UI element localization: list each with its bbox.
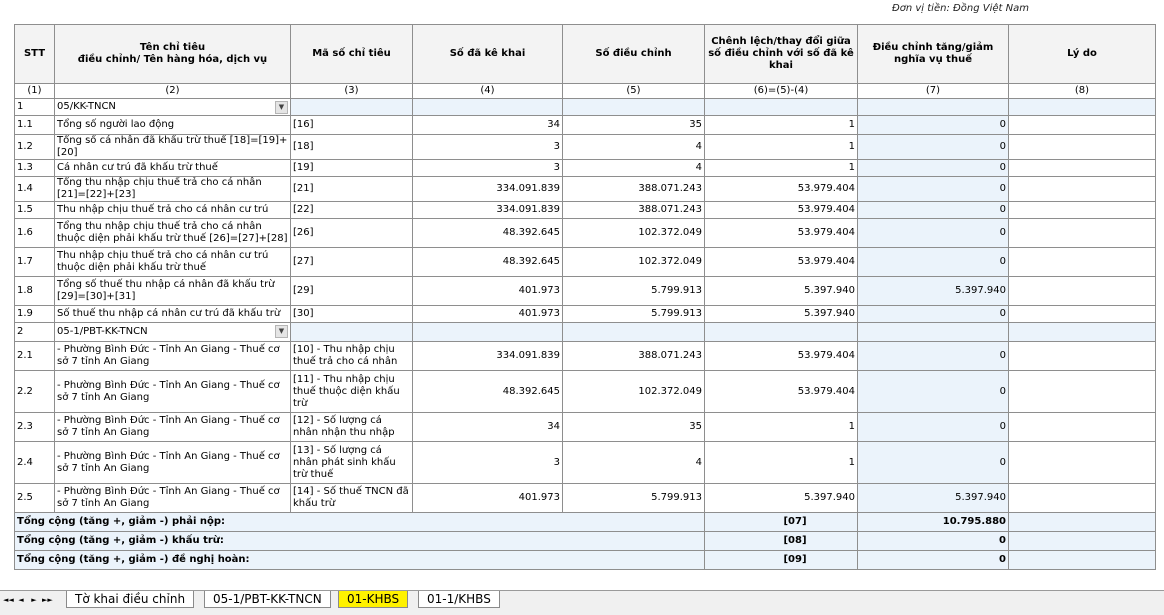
row-adjusted-amount[interactable]: 4 bbox=[563, 135, 705, 160]
section-empty-cell bbox=[563, 99, 705, 116]
column-index: (3) bbox=[291, 84, 413, 99]
total-label: Tổng cộng (tăng +, giảm -) đề nghị hoàn: bbox=[15, 551, 705, 570]
row-reason-input[interactable] bbox=[1009, 248, 1156, 277]
row-obligation-change: 0 bbox=[858, 248, 1009, 277]
total-row bbox=[15, 513, 1156, 532]
row-obligation-change: 0 bbox=[858, 442, 1009, 484]
row-declared-amount[interactable]: 401.973 bbox=[413, 277, 563, 306]
column-index: (4) bbox=[413, 84, 563, 99]
row-stt: 2.3 bbox=[15, 413, 55, 442]
row-reason-input[interactable] bbox=[1009, 116, 1156, 135]
dropdown-arrow-icon[interactable]: ▼ bbox=[275, 325, 288, 338]
row-stt: 1.2 bbox=[15, 135, 55, 160]
col-header-adjusted: Số điều chỉnh bbox=[563, 25, 705, 84]
row-difference: 53.979.404 bbox=[705, 177, 858, 202]
row-obligation-change: 5.397.940 bbox=[858, 277, 1009, 306]
adjustment-table bbox=[14, 24, 1156, 570]
row-stt: 2.2 bbox=[15, 371, 55, 413]
section-row bbox=[15, 323, 1156, 342]
sheet-tab[interactable]: Tờ khai điều chỉnh bbox=[66, 591, 194, 608]
section-empty-cell bbox=[858, 99, 1009, 116]
table-row bbox=[15, 177, 1156, 202]
section-empty-cell bbox=[291, 99, 413, 116]
row-indicator-code: [10] - Thu nhập chịu thuế trả cho cá nhân bbox=[291, 342, 413, 371]
last-sheet-icon[interactable]: ►► bbox=[42, 596, 53, 604]
row-difference: 53.979.404 bbox=[705, 248, 858, 277]
prev-sheet-icon[interactable]: ◄ bbox=[18, 596, 24, 604]
table-row bbox=[15, 306, 1156, 323]
row-difference: 53.979.404 bbox=[705, 342, 858, 371]
row-indicator-name: Cá nhân cư trú đã khấu trừ thuế bbox=[55, 160, 291, 177]
table-row bbox=[15, 202, 1156, 219]
row-declared-amount[interactable]: 34 bbox=[413, 413, 563, 442]
row-declared-amount[interactable]: 334.091.839 bbox=[413, 342, 563, 371]
col-header-difference: Chênh lệch/thay đổi giữa số điều chỉnh với số đã kê khai bbox=[705, 25, 858, 84]
row-adjusted-amount[interactable]: 102.372.049 bbox=[563, 371, 705, 413]
section-empty-cell bbox=[563, 323, 705, 342]
table-row bbox=[15, 413, 1156, 442]
row-stt: 2.4 bbox=[15, 442, 55, 484]
row-reason-input[interactable] bbox=[1009, 160, 1156, 177]
row-obligation-change: 0 bbox=[858, 177, 1009, 202]
row-difference: 1 bbox=[705, 413, 858, 442]
row-declared-amount[interactable]: 401.973 bbox=[413, 306, 563, 323]
row-obligation-change: 5.397.940 bbox=[858, 484, 1009, 513]
column-index: (8) bbox=[1009, 84, 1156, 99]
row-stt: 1.7 bbox=[15, 248, 55, 277]
row-adjusted-amount[interactable]: 35 bbox=[563, 116, 705, 135]
row-declared-amount[interactable]: 401.973 bbox=[413, 484, 563, 513]
row-declared-amount[interactable]: 48.392.645 bbox=[413, 219, 563, 248]
row-indicator-name: Thu nhập chịu thuế trả cho cá nhân cư trú bbox=[55, 202, 291, 219]
row-declared-amount[interactable]: 34 bbox=[413, 116, 563, 135]
col-header-reason: Lý do bbox=[1009, 25, 1156, 84]
row-declared-amount[interactable]: 3 bbox=[413, 160, 563, 177]
row-reason-input[interactable] bbox=[1009, 371, 1156, 413]
row-declared-amount[interactable]: 48.392.645 bbox=[413, 248, 563, 277]
row-reason-input[interactable] bbox=[1009, 484, 1156, 513]
row-indicator-name: Tổng số cá nhân đã khấu trừ thuế [18]=[19]+[20] bbox=[55, 135, 291, 160]
row-indicator-name: Thu nhập chịu thuế trả cho cá nhân cư trú thuộc diện phải khấu trừ thuế bbox=[55, 248, 291, 277]
row-difference: 5.397.940 bbox=[705, 277, 858, 306]
row-adjusted-amount[interactable]: 5.799.913 bbox=[563, 306, 705, 323]
row-indicator-name: - Phường Bình Đức - Tỉnh An Giang - Thuế cơ sở 7 tỉnh An Giang bbox=[55, 413, 291, 442]
section-empty-cell bbox=[291, 323, 413, 342]
row-indicator-name: Số thuế thu nhập cá nhân cư trú đã khấu trừ bbox=[55, 306, 291, 323]
col-header-stt: STT bbox=[15, 25, 55, 84]
col-header-code: Mã số chỉ tiêu bbox=[291, 25, 413, 84]
row-indicator-name: - Phường Bình Đức - Tỉnh An Giang - Thuế cơ sở 7 tỉnh An Giang bbox=[55, 342, 291, 371]
row-stt: 1.3 bbox=[15, 160, 55, 177]
row-stt: 1.1 bbox=[15, 116, 55, 135]
row-adjusted-amount[interactable]: 388.071.243 bbox=[563, 202, 705, 219]
col-header-declared: Số đã kê khai bbox=[413, 25, 563, 84]
table-row bbox=[15, 248, 1156, 277]
row-obligation-change: 0 bbox=[858, 306, 1009, 323]
row-indicator-code: [27] bbox=[291, 248, 413, 277]
dropdown-arrow-icon[interactable]: ▼ bbox=[275, 101, 288, 114]
table-row bbox=[15, 219, 1156, 248]
col-header-obligation-change: Điều chỉnh tăng/giảm nghĩa vụ thuế bbox=[858, 25, 1009, 84]
total-label: Tổng cộng (tăng +, giảm -) phải nộp: bbox=[15, 513, 705, 532]
row-indicator-name: Tổng số thuế thu nhập cá nhân đã khấu trừ [29]=[30]+[31] bbox=[55, 277, 291, 306]
form-type-select[interactable] bbox=[55, 99, 291, 116]
header-row bbox=[15, 25, 1156, 84]
row-obligation-change: 0 bbox=[858, 135, 1009, 160]
section-empty-cell bbox=[705, 99, 858, 116]
row-adjusted-amount[interactable]: 102.372.049 bbox=[563, 219, 705, 248]
row-stt: 1.8 bbox=[15, 277, 55, 306]
row-reason-input[interactable] bbox=[1009, 306, 1156, 323]
row-indicator-name: Tổng thu nhập chịu thuế trả cho cá nhân thuộc diện phải khấu trừ thuế [26]=[27]+[28] bbox=[55, 219, 291, 248]
row-stt: 1.9 bbox=[15, 306, 55, 323]
row-indicator-code: [19] bbox=[291, 160, 413, 177]
row-adjusted-amount[interactable]: 35 bbox=[563, 413, 705, 442]
col-header-name: Tên chỉ tiêu điều chỉnh/ Tên hàng hóa, dịch vụ bbox=[55, 25, 291, 84]
table-body bbox=[15, 84, 1156, 570]
row-reason-input[interactable] bbox=[1009, 219, 1156, 248]
row-reason-input[interactable] bbox=[1009, 177, 1156, 202]
section-empty-cell bbox=[413, 99, 563, 116]
total-code: [07] bbox=[705, 513, 858, 532]
column-index: (2) bbox=[55, 84, 291, 99]
row-declared-amount[interactable]: 3 bbox=[413, 442, 563, 484]
total-empty-cell bbox=[1009, 532, 1156, 551]
table-row bbox=[15, 116, 1156, 135]
row-obligation-change: 0 bbox=[858, 116, 1009, 135]
total-code: [09] bbox=[705, 551, 858, 570]
row-difference: 53.979.404 bbox=[705, 202, 858, 219]
row-difference: 53.979.404 bbox=[705, 371, 858, 413]
row-indicator-code: [26] bbox=[291, 219, 413, 248]
total-value: 0 bbox=[858, 551, 1009, 570]
total-row bbox=[15, 532, 1156, 551]
row-adjusted-amount[interactable]: 388.071.243 bbox=[563, 342, 705, 371]
total-empty-cell bbox=[1009, 513, 1156, 532]
sheet-tab[interactable]: 01-KHBS bbox=[338, 591, 408, 608]
row-stt: 1.4 bbox=[15, 177, 55, 202]
table-row bbox=[15, 135, 1156, 160]
form-type-value: 05-1/PBT-KK-TNCN bbox=[57, 326, 148, 337]
table-row bbox=[15, 371, 1156, 413]
row-reason-input[interactable] bbox=[1009, 202, 1156, 219]
next-sheet-icon[interactable]: ► bbox=[31, 596, 37, 604]
row-indicator-name: - Phường Bình Đức - Tỉnh An Giang - Thuế cơ sở 7 tỉnh An Giang bbox=[55, 371, 291, 413]
row-indicator-name: Tổng số người lao động bbox=[55, 116, 291, 135]
sheet-tab[interactable]: 01-1/KHBS bbox=[418, 591, 500, 608]
row-indicator-code: [21] bbox=[291, 177, 413, 202]
row-adjusted-amount[interactable]: 388.071.243 bbox=[563, 177, 705, 202]
row-reason-input[interactable] bbox=[1009, 135, 1156, 160]
row-declared-amount[interactable]: 48.392.645 bbox=[413, 371, 563, 413]
column-index: (6)=(5)-(4) bbox=[705, 84, 858, 99]
row-indicator-name: - Phường Bình Đức - Tỉnh An Giang - Thuế cơ sở 7 tỉnh An Giang bbox=[55, 484, 291, 513]
row-difference: 53.979.404 bbox=[705, 219, 858, 248]
row-adjusted-amount[interactable]: 5.799.913 bbox=[563, 277, 705, 306]
row-adjusted-amount[interactable]: 5.799.913 bbox=[563, 484, 705, 513]
row-indicator-code: [13] - Số lượng cá nhân phát sinh khấu trừ thuế bbox=[291, 442, 413, 484]
row-adjusted-amount[interactable]: 102.372.049 bbox=[563, 248, 705, 277]
row-obligation-change: 0 bbox=[858, 202, 1009, 219]
row-difference: 1 bbox=[705, 116, 858, 135]
row-reason-input[interactable] bbox=[1009, 413, 1156, 442]
row-indicator-code: [18] bbox=[291, 135, 413, 160]
section-empty-cell bbox=[1009, 323, 1156, 342]
row-obligation-change: 0 bbox=[858, 160, 1009, 177]
row-difference: 5.397.940 bbox=[705, 484, 858, 513]
row-declared-amount[interactable]: 3 bbox=[413, 135, 563, 160]
total-value: 10.795.880 bbox=[858, 513, 1009, 532]
row-indicator-code: [12] - Số lượng cá nhân nhận thu nhập bbox=[291, 413, 413, 442]
row-adjusted-amount[interactable]: 4 bbox=[563, 442, 705, 484]
row-difference: 1 bbox=[705, 160, 858, 177]
table-row bbox=[15, 484, 1156, 513]
total-code: [08] bbox=[705, 532, 858, 551]
table-row bbox=[15, 277, 1156, 306]
row-obligation-change: 0 bbox=[858, 342, 1009, 371]
sheet-tab-bar bbox=[0, 590, 1164, 615]
row-reason-input[interactable] bbox=[1009, 342, 1156, 371]
row-stt: 1.5 bbox=[15, 202, 55, 219]
table-row bbox=[15, 442, 1156, 484]
total-row bbox=[15, 551, 1156, 570]
column-index: (1) bbox=[15, 84, 55, 99]
section-empty-cell bbox=[705, 323, 858, 342]
row-indicator-code: [16] bbox=[291, 116, 413, 135]
row-stt: 1.6 bbox=[15, 219, 55, 248]
row-stt: 2.5 bbox=[15, 484, 55, 513]
form-type-select[interactable] bbox=[55, 323, 291, 342]
section-row bbox=[15, 99, 1156, 116]
form-type-value: 05/KK-TNCN bbox=[57, 101, 116, 112]
row-difference: 5.397.940 bbox=[705, 306, 858, 323]
row-indicator-code: [14] - Số thuế TNCN đã khấu trừ bbox=[291, 484, 413, 513]
section-empty-cell bbox=[1009, 99, 1156, 116]
row-obligation-change: 0 bbox=[858, 413, 1009, 442]
row-obligation-change: 0 bbox=[858, 219, 1009, 248]
row-stt: 2.1 bbox=[15, 342, 55, 371]
row-difference: 1 bbox=[705, 442, 858, 484]
row-indicator-code: [29] bbox=[291, 277, 413, 306]
row-indicator-code: [30] bbox=[291, 306, 413, 323]
column-index: (7) bbox=[858, 84, 1009, 99]
sheet-tab[interactable]: 05-1/PBT-KK-TNCN bbox=[204, 591, 331, 608]
row-indicator-name: Tổng thu nhập chịu thuế trả cho cá nhân [21]=[22]+[23] bbox=[55, 177, 291, 202]
row-adjusted-amount[interactable]: 4 bbox=[563, 160, 705, 177]
row-indicator-code: [11] - Thu nhập chịu thuế thuộc diện khấu trừ bbox=[291, 371, 413, 413]
table-row bbox=[15, 342, 1156, 371]
section-empty-cell bbox=[858, 323, 1009, 342]
column-index: (5) bbox=[563, 84, 705, 99]
row-reason-input[interactable] bbox=[1009, 442, 1156, 484]
first-sheet-icon[interactable]: ◄◄ bbox=[3, 596, 14, 604]
table-row bbox=[15, 160, 1156, 177]
section-empty-cell bbox=[413, 323, 563, 342]
column-index-row bbox=[15, 84, 1156, 99]
row-obligation-change: 0 bbox=[858, 371, 1009, 413]
total-empty-cell bbox=[1009, 551, 1156, 570]
row-indicator-code: [22] bbox=[291, 202, 413, 219]
row-declared-amount[interactable]: 334.091.839 bbox=[413, 177, 563, 202]
section-stt: 1 bbox=[15, 99, 55, 116]
total-value: 0 bbox=[858, 532, 1009, 551]
currency-unit-note: Đơn vị tiền: Đồng Việt Nam bbox=[892, 3, 1029, 14]
row-difference: 1 bbox=[705, 135, 858, 160]
row-reason-input[interactable] bbox=[1009, 277, 1156, 306]
row-indicator-name: - Phường Bình Đức - Tỉnh An Giang - Thuế cơ sở 7 tỉnh An Giang bbox=[55, 442, 291, 484]
section-stt: 2 bbox=[15, 323, 55, 342]
row-declared-amount[interactable]: 334.091.839 bbox=[413, 202, 563, 219]
total-label: Tổng cộng (tăng +, giảm -) khấu trừ: bbox=[15, 532, 705, 551]
